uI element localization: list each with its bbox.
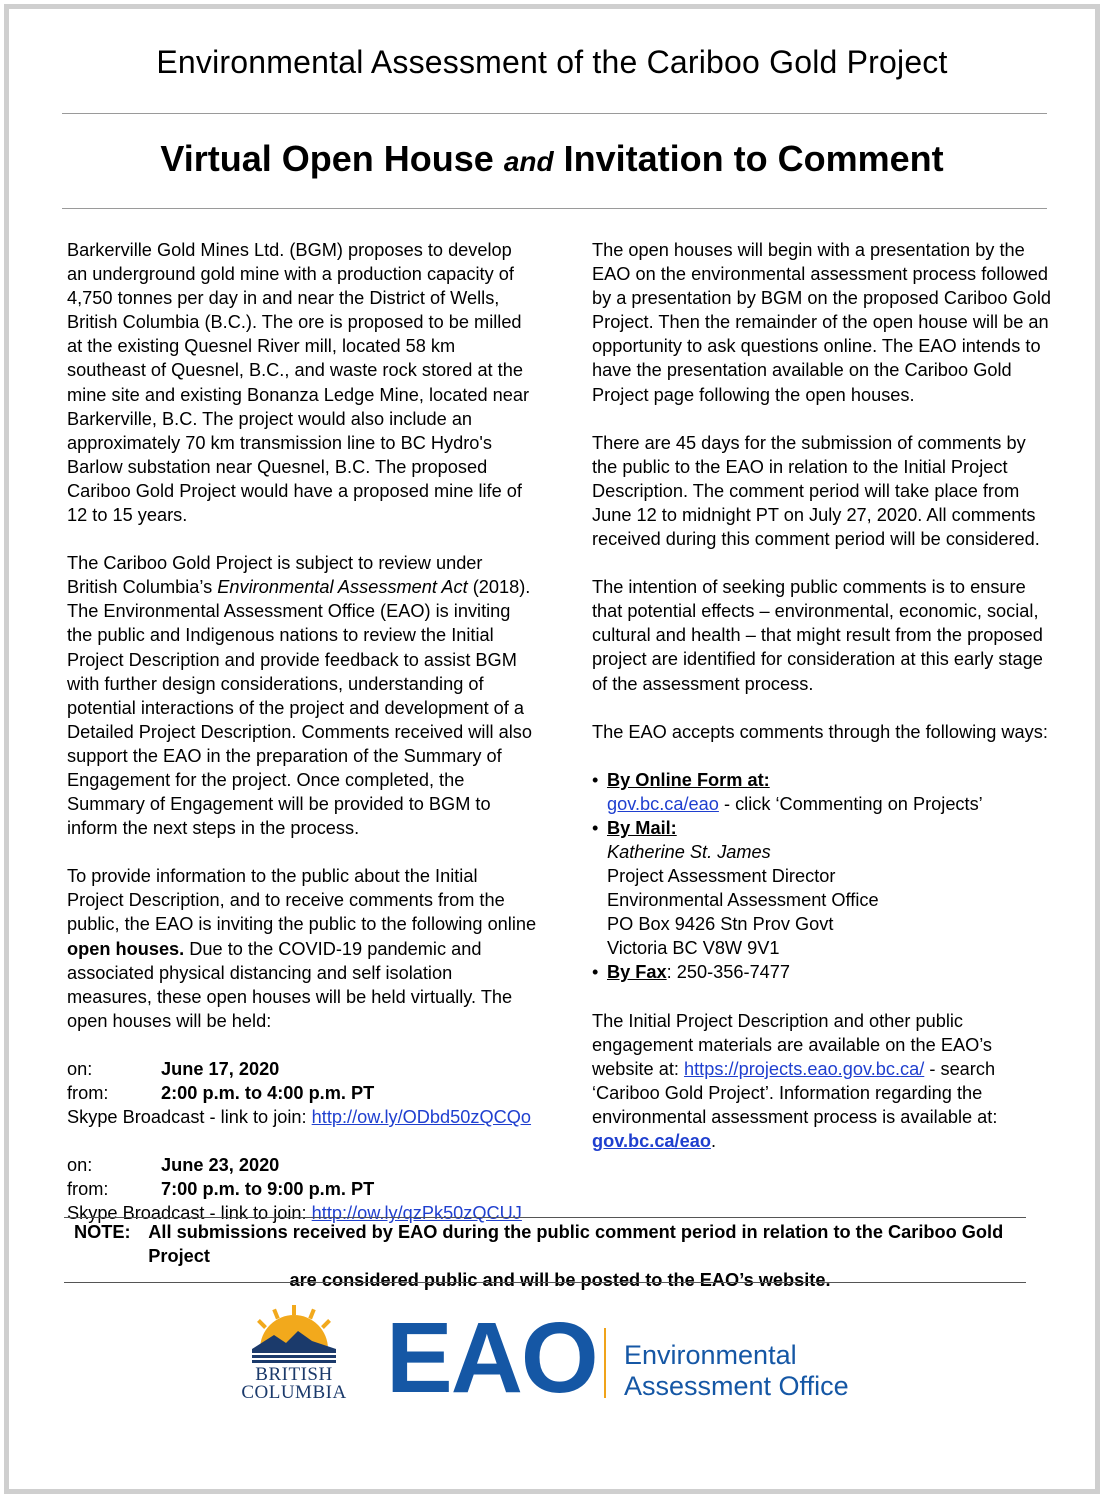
session-on-label: on: [67,1058,93,1079]
eao-logo-line2: Assessment Office [624,1371,849,1401]
act-name: Environmental Assessment Act [217,577,468,598]
session-from-label: from: [67,1179,109,1200]
bc-sun-icon [238,1305,350,1365]
mail-recipient: Katherine St. James [607,841,771,862]
left-column [67,238,537,1249]
open-house-text-a: To provide information to the public about the Initial Project Description, and to receive comments from the public, the EAO is inviting the public to the following online [67,866,537,935]
way-online [592,768,1052,816]
skype-label: Skype Broadcast - link to join: [67,1107,307,1128]
materials-text-a: The Initial Project Description and other public engagement materials are available on the EAO’s website at: [592,1010,993,1079]
note-line2: are considered public and will be posted to the EAO’s website. [289,1270,831,1290]
review-text-a: The Cariboo Gold Project is subject to review under British Columbia’s [67,553,483,598]
title-divider [62,113,1047,114]
bullet-icon: • [592,817,599,838]
note-top-divider [64,1217,1026,1218]
bc-logo-line2: COLUMBIA [241,1382,347,1403]
review-paragraph [67,551,537,840]
ways-intro: The EAO accepts comments through the following ways: [592,721,1048,742]
online-form-instruction: - click ‘Commenting on Projects’ [723,793,983,814]
online-form-heading: By Online Form at: [607,769,770,790]
way-mail [592,816,1052,961]
materials-end: . [710,1131,716,1151]
subtitle-divider [62,208,1047,209]
skype-link[interactable]: http://ow.ly/ODbd50zQCQo [311,1107,532,1128]
open-house-bold: open houses. [67,938,185,959]
bc-logo-line1: BRITISH [255,1364,333,1385]
note-line1: All submissions received by EAO during the public comment period in relation to the Cariboo Gold Project [148,1222,1004,1266]
session-1 [67,1057,537,1129]
skype-link[interactable]: http://ow.ly/qzPk50zQCUJ [311,1203,522,1224]
mail-heading: By Mail: [607,817,677,838]
subtitle-part1: Virtual Open House [160,138,494,179]
mail-line: PO Box 9426 Stn Prov Govt [607,914,834,935]
bullet-icon: • [592,962,599,983]
page-subtitle [0,138,1104,180]
projects-link[interactable]: https://projects.eao.gov.bc.ca/ [684,1058,925,1079]
session-from-label: from: [67,1083,109,1103]
subtitle-and: and [503,146,554,177]
intro-paragraph: Barkerville Gold Mines Ltd. (BGM) proposes to develop an underground gold mine with a production capacity of 4,750 tonnes per day in and near the District of Wells, British Columbia (B.C.). The ore is proposed to be milled at the existing Quesnel River mill, located 58 km southeast of Quesnel, B.C., and waste rock stored at the mine site and existing Bonanza Ledge Mine, located near Barkerville, B.C. The project would also include an approximately 70 km transmission line to BC Hydro's Barlow substation near Quesnel, B.C. The proposed Cariboo Gold Project would have a proposed mine life of 12 to 15 years. [67,240,530,526]
fax-heading: By Fax [607,962,667,983]
comment-ways-list [592,768,1052,985]
mail-address [607,840,1052,960]
bc-logo [238,1305,350,1405]
fax-number: : 250-356-7477 [666,962,791,983]
subtitle-part2: Invitation to Comment [563,138,944,179]
mail-line: Victoria BC V8W 9V1 [607,938,780,959]
open-house-paragraph [67,864,537,1033]
comment-period-paragraph: There are 45 days for the submission of comments by the public to the EAO in relation to the Initial Project Description. The comment period will take place from June 12 to midnight PT on July 27, 2020. All comments received during this comment period will be considered. [592,432,1040,550]
page-title: Environmental Assessment of the Cariboo Gold Project [156,44,948,80]
materials-paragraph [592,1009,1052,1154]
session-date: June 17, 2020 [161,1058,280,1079]
mail-line: Environmental Assessment Office [607,890,879,911]
online-form-link[interactable]: gov.bc.ca/eao [607,793,719,814]
session-time: 2:00 p.m. to 4:00 p.m. PT [161,1083,375,1103]
eao-logo-line1: Environmental [624,1340,797,1370]
note-bottom-divider [64,1282,1026,1283]
eao-logo-name [624,1340,849,1402]
session-time: 7:00 p.m. to 9:00 p.m. PT [161,1179,375,1200]
eao-logo-text: EAO [386,1302,597,1414]
mail-line: Project Assessment Director [607,866,836,887]
eao-link[interactable]: gov.bc.ca/eao [592,1131,711,1151]
review-text-b: (2018). [472,577,531,598]
right-column [592,238,1052,1177]
intention-paragraph: The intention of seeking public comments is to ensure that potential effects – environmental, economic, social, cultural and health – that might result from the proposed project are identified for consideration at this early stage of the assessment process. [592,577,1043,694]
note-label: NOTE: [74,1222,131,1242]
presentation-paragraph: The open houses will begin with a presentation by the EAO on the environmental assessment process followed by a presentation by BGM on the proposed Cariboo Gold Project. Then the remainder of the open house will be an opportunity to ask questions online. The EAO intends to have the presentation available on the Cariboo Gold Project page following the open houses. [592,240,1052,405]
eao-logo-divider [604,1328,606,1398]
materials-text-b: - search ‘Cariboo Gold Project’. Information regarding the environmental assessment process is available at: [592,1058,998,1127]
skype-label: Skype Broadcast - link to join: [67,1203,307,1224]
way-fax [592,960,1052,984]
session-date: June 23, 2020 [161,1155,280,1176]
bullet-icon: • [592,769,599,790]
session-on-label: on: [67,1155,93,1176]
review-text-c: The Environmental Assessment Office (EAO) is inviting the public and Indigenous nations to review the Initial Project Description and provide feedback to assist BGM with further design considerations, understanding of potential interactions of the project and development of a Detailed Project Description. Comments received will also support the EAO in the preparation of the Summary of Engagement for the project. Once completed, the Summary of Engagement will be provided to BGM to inform the next steps in the process. [67,601,532,839]
open-house-text-b: Due to the COVID-19 pandemic and associated physical distancing and self isolation measures, these open houses will be held virtually. The open houses will be held: [67,938,513,1031]
session-2 [67,1153,537,1225]
